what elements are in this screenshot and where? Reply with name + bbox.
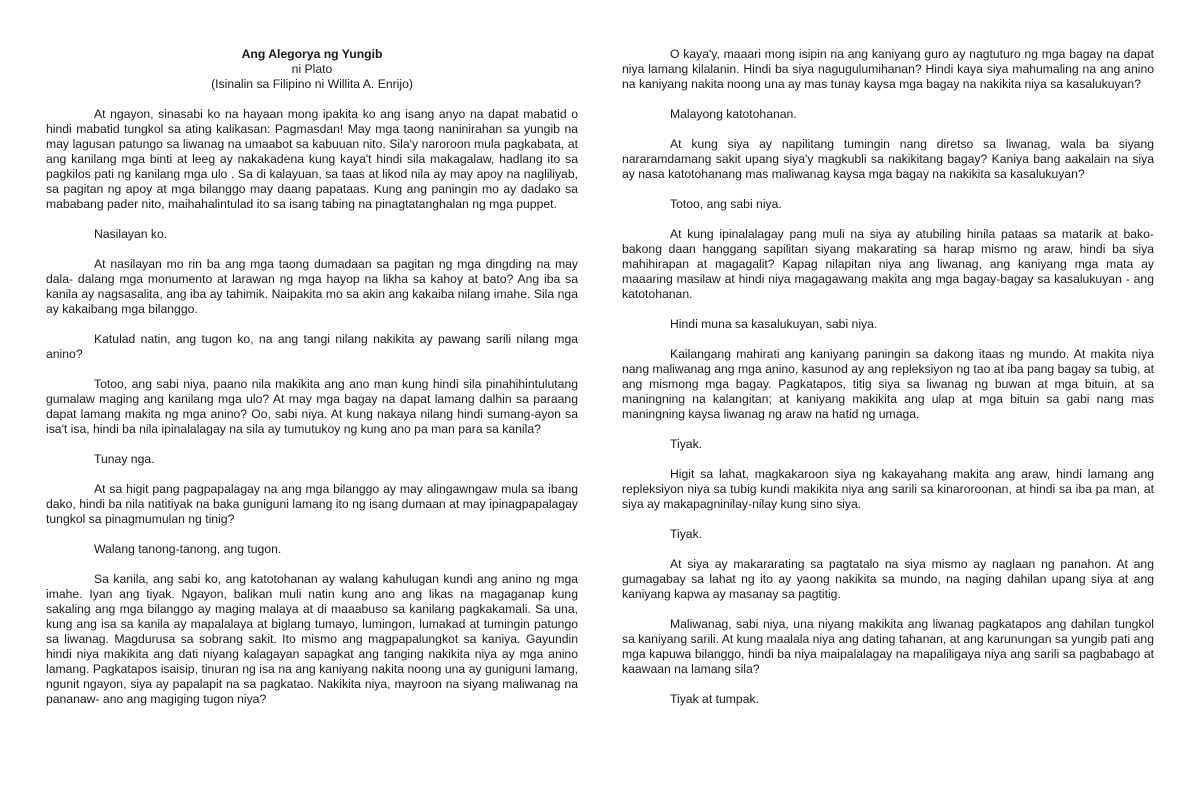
paragraph: Totoo, ang sabi niya. [670, 197, 782, 211]
document-title: Ang Alegorya ng Yungib [241, 47, 383, 61]
paragraph: Nasilayan ko. [94, 227, 168, 241]
paragraph: Katulad natin, ang tugon ko, na ang tangi nilang nakikita ay pawang sarili nilang mga anino? [46, 332, 578, 361]
paragraph: Hindi muna sa kasalukuyan, sabi niya. [670, 317, 878, 331]
right-column [622, 47, 1154, 707]
paragraph: Tunay nga. [94, 452, 155, 466]
paragraph: Higit sa lahat, magkakaroon siya ng kakayahang makita ang araw, hindi lamang ang repleksiyon niya sa tubig kundi makikita niya ang sarili sa kinaroroonan, at hindi sa iba pa man, at siya ay makapagninilay-nilay kung sino siya. [622, 467, 1154, 511]
paragraph: At siya ay makararating sa pagtatalo na siya mismo ay naglaan ng panahon. At ang gumagabay sa lahat ng ito ay yaong nakikita sa mundo, na naging dahilan upang siya at ang kaniyang kapwa ay masanay sa pagtitig. [622, 557, 1154, 601]
paragraph: Tiyak at tumpak. [670, 692, 759, 706]
paragraph: Walang tanong-tanong, ang tugon. [94, 542, 282, 556]
paragraph: O kaya'y, maaari mong isipin na ang kaniyang guro ay nagtuturo ng mga bagay na dapat niya lamang kilalanin. Hindi ba siya nagugulumihanan? Hindi kaya siya mahumaling na ang anino na kaniyang nakita noong una ay mas tunay kaysa mga bagay na nakikita niya sa kasalukuyan? [622, 47, 1154, 91]
paragraph: At kung ipinalalagay pang muli na siya ay atubiling hinila pataas sa matarik at bako-bakong daan hanggang sapilitan siyang makarating sa harap mismo ng araw, hindi ba siya mahihirapan at magagalit? Kapag nilapitan niya ang liwanag, ang kaniyang mga mata ay maaaring masilaw at hindi niya magagawang makita ang mga bagay-bagay sa kasalukuyan - ang katotohanan. [622, 227, 1154, 301]
left-column [46, 47, 578, 707]
paragraph: Maliwanag, sabi niya, una niyang makikita ang liwanag pagkatapos ang dahilan tungkol sa kaniyang sarili. At kung maalala niya ang dating tahanan, at ang karunungan sa yungib pati ang mga kapuwa bilanggo, hindi ba niya maipalalagay na mapaliligaya niya ang sarili sa pagbabago at kaawaan na lamang sila? [622, 617, 1154, 676]
paragraph: At ngayon, sinasabi ko na hayaan mong ipakita ko ang isang anyo na dapat mabatid o hindi mabatid tungkol sa ating kalikasan: Pagmasdan! May mga taong naninirahan sa yungib na may lagusan patungo sa liwanag na umaabot sa kabuuan nito. Sila'y naroroon mula pagkabata, at ang kanilang mga binti at leeg ay nakakadena kung kaya't hindi sila makagalaw, hadlang ito sa pagkilos pati ng kanilang mga ulo . Sa di kalayuan, sa taas at likod nila ay may apoy na nagliliyab, sa pagitan ng apoy at mga bilanggo may daang papataas. Kung ang paningin mo ay dadako sa mababang pader nito, maihahalintulad ito sa isang tabing na pinagtatanghalan ng mga puppet. [46, 107, 578, 211]
title-block [46, 47, 578, 92]
translator-line: (Isinalin sa Filipino ni Willita A. Enrijo) [211, 77, 413, 91]
paragraph: At sa higit pang pagpapalagay na ang mga bilanggo ay may alingawngaw mula sa ibang dako, hindi ba nila natitiyak na baka guniguni lamang ito ng isang dumaan at may ipinagpapalagay tungkol sa pinagmumulan ng tinig? [46, 482, 578, 526]
paragraph: Malayong katotohanan. [670, 107, 797, 121]
paragraph: Totoo, ang sabi niya, paano nila makikita ang ano man kung hindi sila pinahihintulutang gumalaw maging ang kanilang mga ulo? At may mga bagay na dapat lamang dalhin sa paraang dapat lamang makita ng mga anino? Oo, sabi niya. At kung nakaya nilang hindi sumang-ayon sa isa't isa, hindi ba nila ipinalalagay na sila ay tumutukoy ng kung ano pa man para sa kanila? [46, 377, 578, 436]
paragraph: At nasilayan mo rin ba ang mga taong dumadaan sa pagitan ng mga dingding na may dala- dalang mga monumento at larawan ng mga hayop na likha sa kahoy at bato? Ang iba sa kanila ay nagsasalita, ang iba ay tahimik. Naipakita mo sa akin ang kakaiba nilang imahe. Sila nga ay kakaibang mga bilanggo. [46, 257, 578, 316]
paragraph: Tiyak. [670, 527, 703, 541]
author-line: ni Plato [291, 62, 333, 76]
paragraph: Sa kanila, ang sabi ko, ang katotohanan ay walang kahulugan kundi ang anino ng mga imahe. Iyan ang tiyak. Ngayon, balikan muli natin kung ano ang likas na magaganap kung sakaling ang mga bilanggo ay maging malaya at di maaabuso sa kanilang pagkakamali. Sa una, kung ang isa sa kanila ay mapalalaya at biglang tumayo, lumingon, lumakad at tumingin patungo sa liwanag. Magdurusa sa sobrang sakit. Ito mismo ang magpapalungkot sa kaniya. Gayundin hindi niya makikita ang dati niyang kalagayan sapagkat ang tanging nakikita niya ay mga anino lamang. Pagkatapos isaisip, tinuran ng isa na ang kaniyang nakita noong una ay guniguni lamang, ngunit ngayon, siya ay papalapit na sa pagkatao. Nakikita niya, mayroon na siyang maliwanag na pananaw- ano ang magiging tugon niya? [46, 572, 578, 706]
paragraph: Tiyak. [670, 437, 703, 451]
paragraph: Kailangang mahirati ang kaniyang paningin sa dakong itaas ng mundo. At makita niya nang maliwanag ang mga anino, kasunod ay ang repleksiyon ng tao at iba pang bagay sa tubig, at ang mismong mga bagay. Pagkatapos, titig siya sa liwanag ng buwan at mga bituin, at sa maningning na kalangitan; at kaniyang makikita ang ulap at mga bituin sa gabi nang mas maningning kaysa liwanag ng araw na hatid ng umaga. [622, 347, 1154, 421]
paragraph: At kung siya ay napilitang tumingin nang diretso sa liwanag, wala ba siyang nararamdamang sakit upang siya'y magkubli sa nakikitang bagay? Kaniya bang aakalain na siya ay nasa katotohanang mas maliwanag kaysa mga bagay na nakikita sa kasalukuyan? [622, 137, 1154, 181]
